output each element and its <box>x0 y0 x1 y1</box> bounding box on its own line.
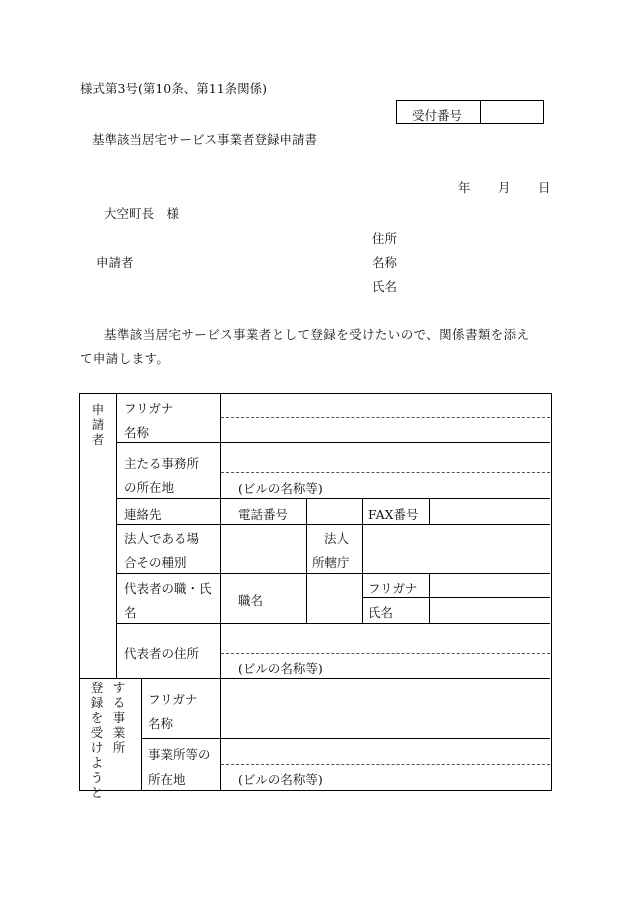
rep-name-row-line <box>362 597 550 598</box>
rep-divider-2 <box>362 573 363 623</box>
main-office-label-2: の所在地 <box>124 480 175 495</box>
rep-address-label: 代表者の住所 <box>124 646 200 661</box>
date-month: 月 <box>498 180 511 195</box>
row-line-2 <box>116 498 550 499</box>
applicant-address-label: 住所 <box>372 231 398 246</box>
body-text-line1: 基準該当居宅サービス事業者として登録を受けたいので、関係書類を添え <box>104 327 530 342</box>
contact-label: 連絡先 <box>124 507 162 522</box>
row-line-7 <box>141 738 550 739</box>
office-location-input[interactable] <box>222 740 549 763</box>
section-applicant-label: 申 請 者 <box>91 402 105 447</box>
receipt-divider <box>480 100 481 123</box>
furigana-dashed <box>221 417 550 418</box>
building-note: (ビルの名称等) <box>238 481 323 496</box>
addressee: 大空町長 様 <box>104 206 180 221</box>
date-day: 日 <box>538 180 551 195</box>
office-name-label: 名称 <box>148 716 174 731</box>
rep-furigana-input[interactable] <box>431 575 549 596</box>
rep-address-input[interactable] <box>222 625 549 652</box>
fax-label: FAX番号 <box>368 507 419 522</box>
applicant-person-name-label: 氏名 <box>372 279 398 294</box>
fax-input[interactable] <box>431 500 549 523</box>
date-year: 年 <box>458 180 471 195</box>
section1-label-divider <box>116 394 117 678</box>
phone-label: 電話番号 <box>238 507 289 522</box>
rep-furigana-label: フリガナ <box>368 581 418 596</box>
corp-divider-2 <box>362 524 363 573</box>
row-line-3 <box>116 524 550 525</box>
applicant-furigana-input[interactable] <box>222 395 549 416</box>
office-furigana-label: フリガナ <box>148 692 198 707</box>
rep-building-note: (ビルの名称等) <box>238 661 323 676</box>
section-divider <box>79 678 550 679</box>
office-location-label-1: 事業所等の <box>148 747 211 762</box>
phone-input[interactable] <box>308 500 361 523</box>
fax-label-divider <box>362 498 363 524</box>
main-office-dashed <box>221 472 550 473</box>
receipt-number-label: 受付番号 <box>412 108 463 123</box>
corp-type-input[interactable] <box>222 526 305 572</box>
office-location-label-2: 所在地 <box>148 772 186 787</box>
rep-name-input[interactable] <box>431 599 549 622</box>
corp-divider-1 <box>306 524 307 573</box>
rep-address-dashed <box>221 653 550 654</box>
position-label: 職名 <box>238 593 264 608</box>
row-line-5 <box>116 623 550 624</box>
form-number: 様式第3号(第10条、第11条関係) <box>80 81 268 96</box>
fax-value-divider <box>429 498 430 524</box>
section-office-label-col-right: す る 事 業 所 <box>112 680 126 755</box>
label-value-divider <box>220 394 221 790</box>
applicant-corp-name-label: 名称 <box>372 255 398 270</box>
corp-authority-input[interactable] <box>364 526 549 572</box>
name-label: 名称 <box>124 425 150 440</box>
office-name-input[interactable] <box>222 680 549 737</box>
office-building-note: (ビルの名称等) <box>238 772 323 787</box>
main-office-address-input[interactable] <box>222 444 549 471</box>
phone-value-divider <box>306 498 307 524</box>
office-loc-dashed <box>221 764 550 765</box>
row-line-1 <box>116 442 550 443</box>
rep-name-label: 氏名 <box>368 605 394 620</box>
main-office-label-1: 主たる事務所 <box>124 456 200 471</box>
corp-authority-label-1: 法人 <box>324 531 350 546</box>
corp-type-label-1: 法人である場 <box>124 531 200 546</box>
row-line-4 <box>116 573 550 574</box>
section2-label-divider <box>141 678 142 790</box>
corp-authority-label-2: 所轄庁 <box>312 555 350 570</box>
applicant-label: 申請者 <box>96 255 134 270</box>
furigana-label: フリガナ <box>124 401 174 416</box>
receipt-number-input[interactable] <box>482 101 542 122</box>
rep-label-1: 代表者の職・氏 <box>124 581 212 596</box>
body-text-line2: て申請します。 <box>80 351 170 366</box>
section-office-label-col-left: 登 録 を 受 け よ う と <box>90 680 104 800</box>
corp-type-label-2: 合その種別 <box>124 555 187 570</box>
rep-divider-3 <box>429 573 430 623</box>
rep-label-2: 名 <box>124 605 137 620</box>
document-title: 基準該当居宅サービス事業者登録申請書 <box>92 132 318 147</box>
applicant-name-input[interactable] <box>222 419 549 441</box>
rep-divider-1 <box>306 573 307 623</box>
position-input[interactable] <box>308 575 361 622</box>
